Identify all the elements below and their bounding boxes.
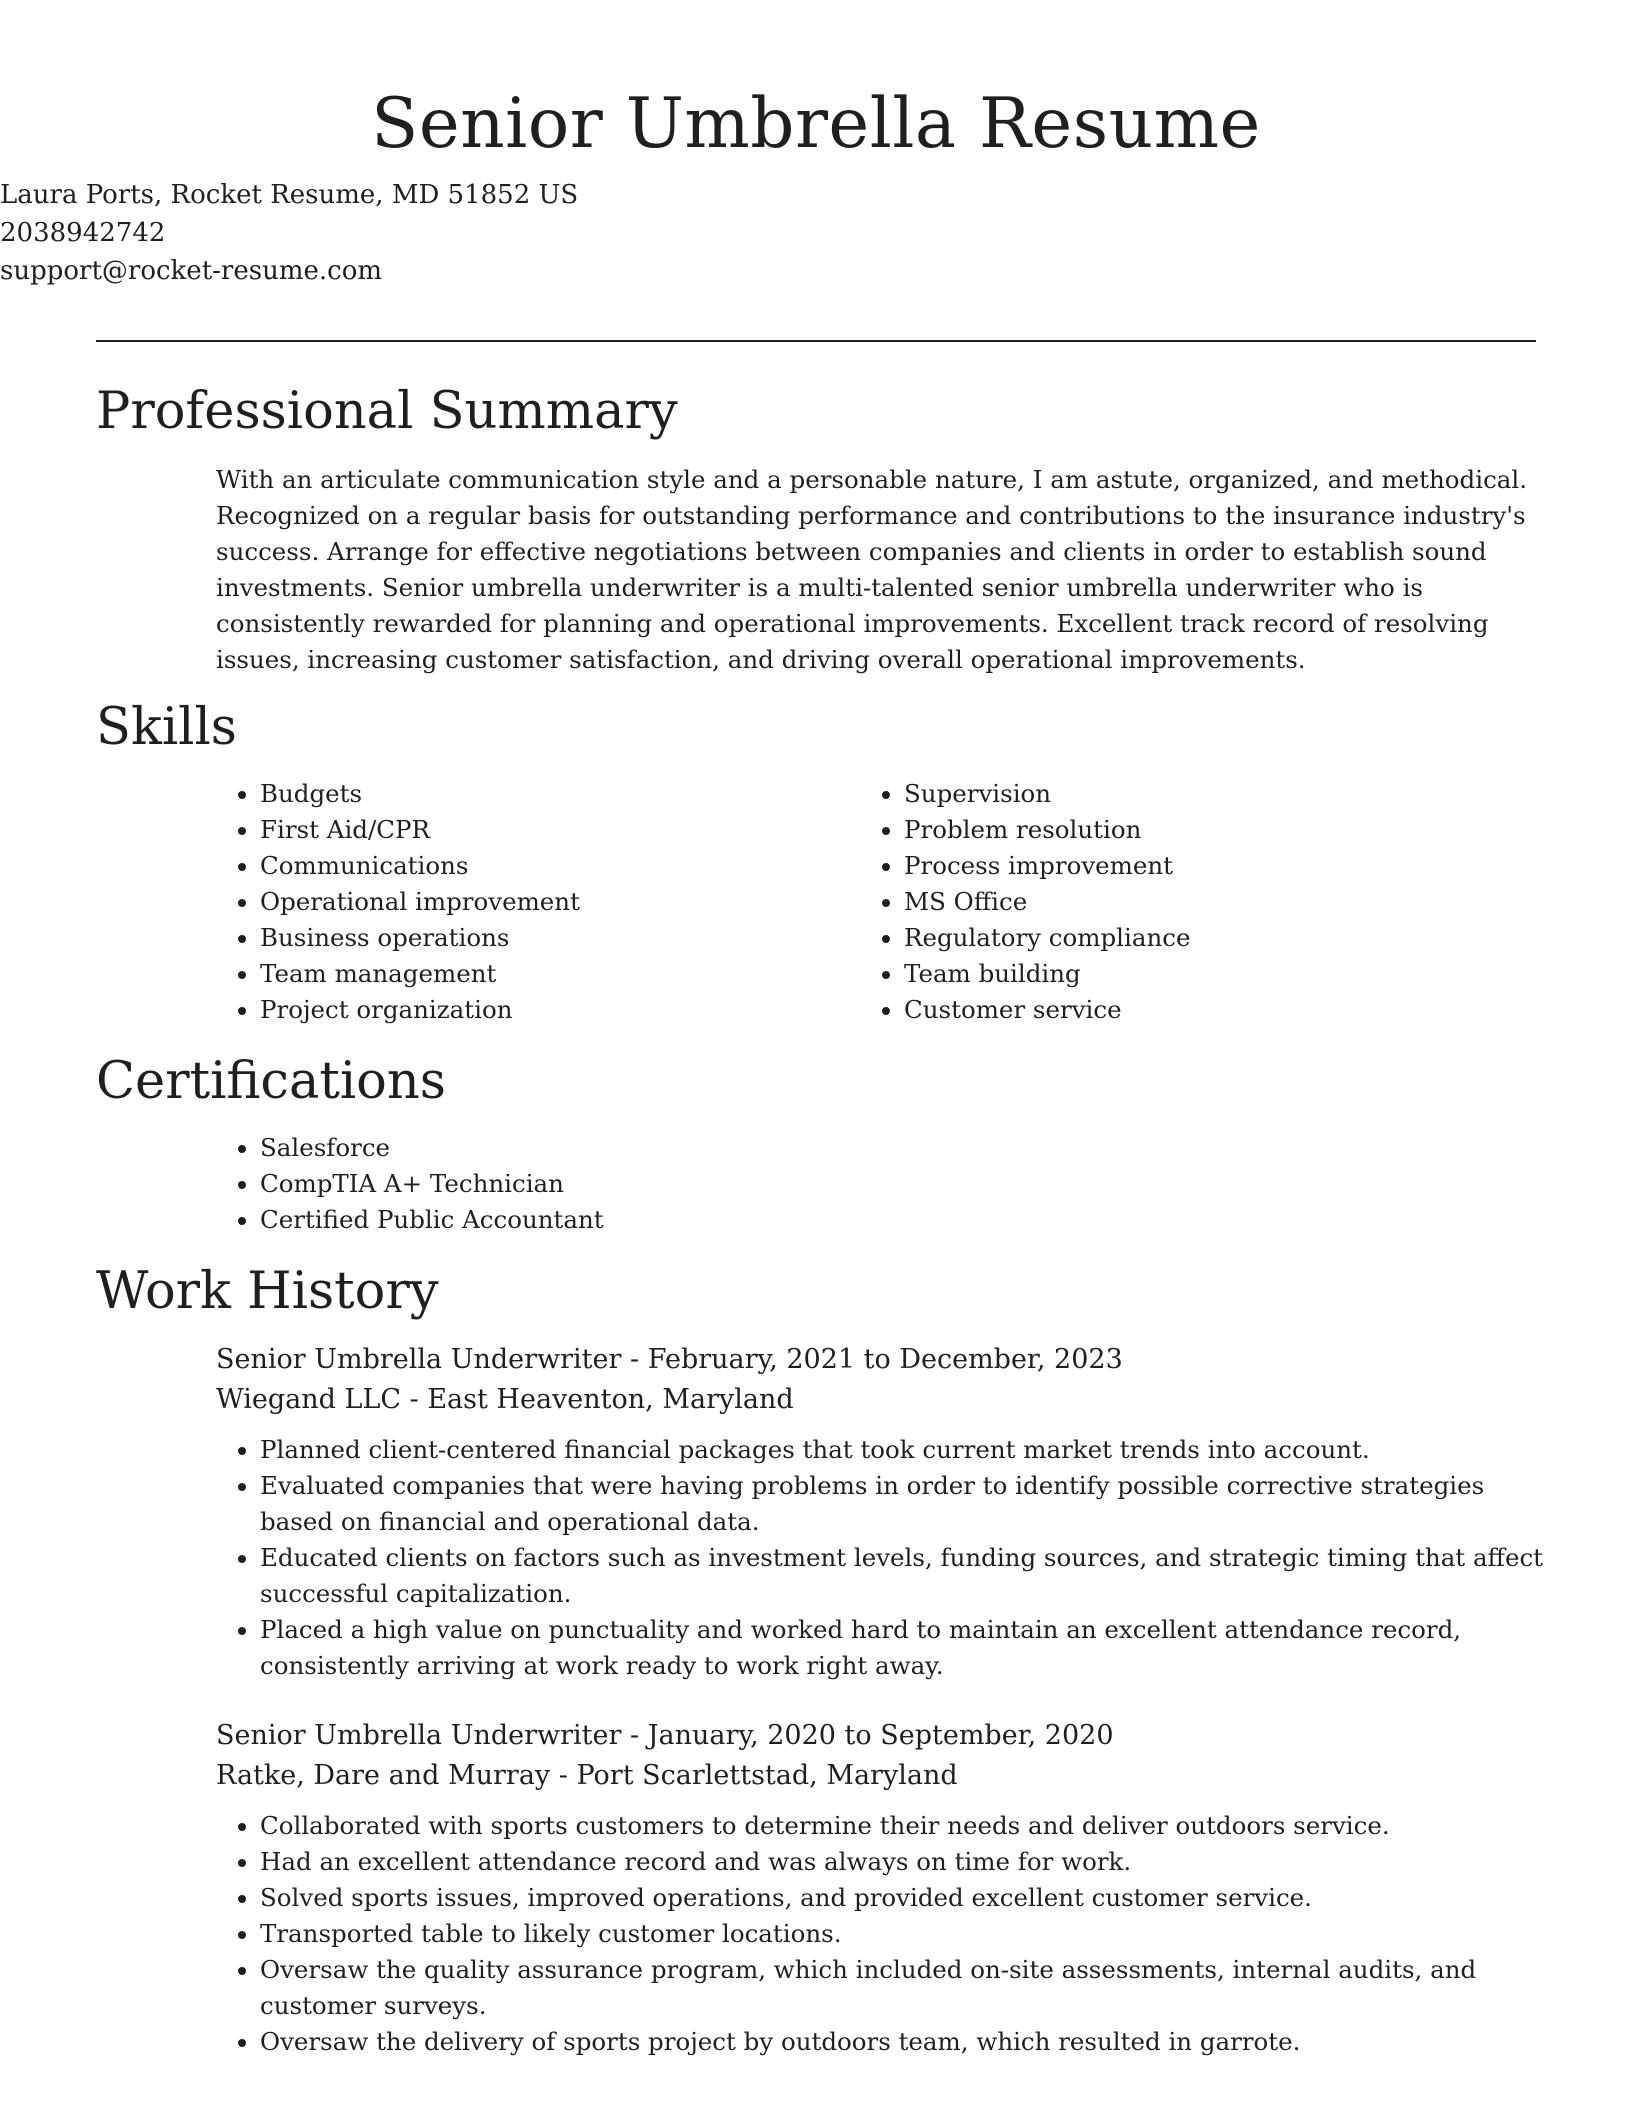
job-location: - East Heaventon, Maryland <box>401 1384 794 1415</box>
job-bullet: • Collaborated with sports customers to determine their needs and deliver outdoors service. <box>260 1808 1560 1844</box>
job-bullets <box>216 1432 1560 1684</box>
skill-item: • Budgets <box>260 776 860 812</box>
job-bullet: • Oversaw the quality assurance program, which included on-site assessments, internal audits, and customer surveys. <box>260 1952 1560 2024</box>
job-bullet: • Transported table to likely customer locations. <box>260 1916 1560 1952</box>
certification-item: • Certified Public Accountant <box>260 1202 1560 1238</box>
job-bullet: • Had an excellent attendance record and was always on time for work. <box>260 1844 1560 1880</box>
job-bullet: • Educated clients on factors such as investment levels, funding sources, and strategic timing that affect successful capitalization. <box>260 1540 1560 1612</box>
contact-block <box>0 176 1632 290</box>
skill-item: • Business operations <box>260 920 860 956</box>
job-company: Wiegand LLC <box>216 1384 402 1415</box>
job-bullets <box>216 1808 1560 2060</box>
work-history-heading: Work History <box>96 1262 439 1321</box>
skill-item: • Process improvement <box>904 848 1524 884</box>
skill-item: • Regulatory compliance <box>904 920 1524 956</box>
skill-item: • Operational improvement <box>260 884 860 920</box>
job-bullet: • Placed a high value on punctuality and worked hard to maintain an excellent attendance record, consistently arriving at work ready to work right away. <box>260 1612 1560 1684</box>
job-company: Ratke, Dare and Murray <box>216 1760 551 1791</box>
job-title: Senior Umbrella Underwriter <box>216 1344 622 1375</box>
job-company-line <box>216 1380 794 1420</box>
resume-header <box>0 78 1632 170</box>
skills-list-left <box>216 776 860 1028</box>
skill-item: • First Aid/CPR <box>260 812 860 848</box>
job-dates: - January, 2020 to September, 2020 <box>621 1720 1114 1751</box>
job-company-line <box>216 1756 958 1796</box>
job-location: - Port Scarlettstad, Maryland <box>550 1760 958 1791</box>
header-divider <box>96 340 1536 342</box>
skill-item: • Communications <box>260 848 860 884</box>
contact-address: Laura Ports, Rocket Resume, MD 51852 US <box>0 180 579 210</box>
skill-item: • Team management <box>260 956 860 992</box>
certification-item: • Salesforce <box>260 1130 1560 1166</box>
contact-email: support@rocket-resume.com <box>0 256 383 286</box>
job-title-line <box>216 1716 1114 1756</box>
job-bullet: • Oversaw the delivery of sports project by outdoors team, which resulted in garrote. <box>260 2024 1560 2060</box>
skill-item: • Problem resolution <box>904 812 1524 848</box>
summary-text: With an articulate communication style and a personable nature, I am astute, organized, and methodical. Recognized on a regular basis for outstanding performance and contributions to the insurance industry's success. Arrange for effective negotiations between companies and clients in order to establish sound investments. Senior umbrella underwriter is a multi-talented senior umbrella underwriter who is consistently rewarded for planning and operational improvements. Excellent track record of resolving issues, increasing customer satisfaction, and driving overall operational improvements. <box>216 465 1528 674</box>
skill-item: • Team building <box>904 956 1524 992</box>
job-bullet: • Solved sports issues, improved operations, and provided excellent customer service. <box>260 1880 1560 1916</box>
certifications-heading: Certifications <box>96 1052 446 1111</box>
summary-heading: Professional Summary <box>96 382 678 441</box>
skill-item: • Customer service <box>904 992 1524 1028</box>
skill-item: • MS Office <box>904 884 1524 920</box>
job-dates: - February, 2021 to December, 2023 <box>621 1344 1123 1375</box>
resume-title: Senior Umbrella Resume <box>371 84 1261 164</box>
skills-heading: Skills <box>96 698 237 757</box>
job-bullet: • Planned client-centered financial packages that took current market trends into account. <box>260 1432 1560 1468</box>
certifications-list <box>216 1130 1560 1238</box>
skill-item: • Supervision <box>904 776 1524 812</box>
job-bullet: • Evaluated companies that were having problems in order to identify possible corrective strategies based on financial and operational data. <box>260 1468 1560 1540</box>
skill-item: • Project organization <box>260 992 860 1028</box>
job-title-line <box>216 1340 1123 1380</box>
certification-item: • CompTIA A+ Technician <box>260 1166 1560 1202</box>
skills-list-right <box>860 776 1524 1028</box>
contact-phone: 2038942742 <box>0 218 166 248</box>
job-title: Senior Umbrella Underwriter <box>216 1720 622 1751</box>
